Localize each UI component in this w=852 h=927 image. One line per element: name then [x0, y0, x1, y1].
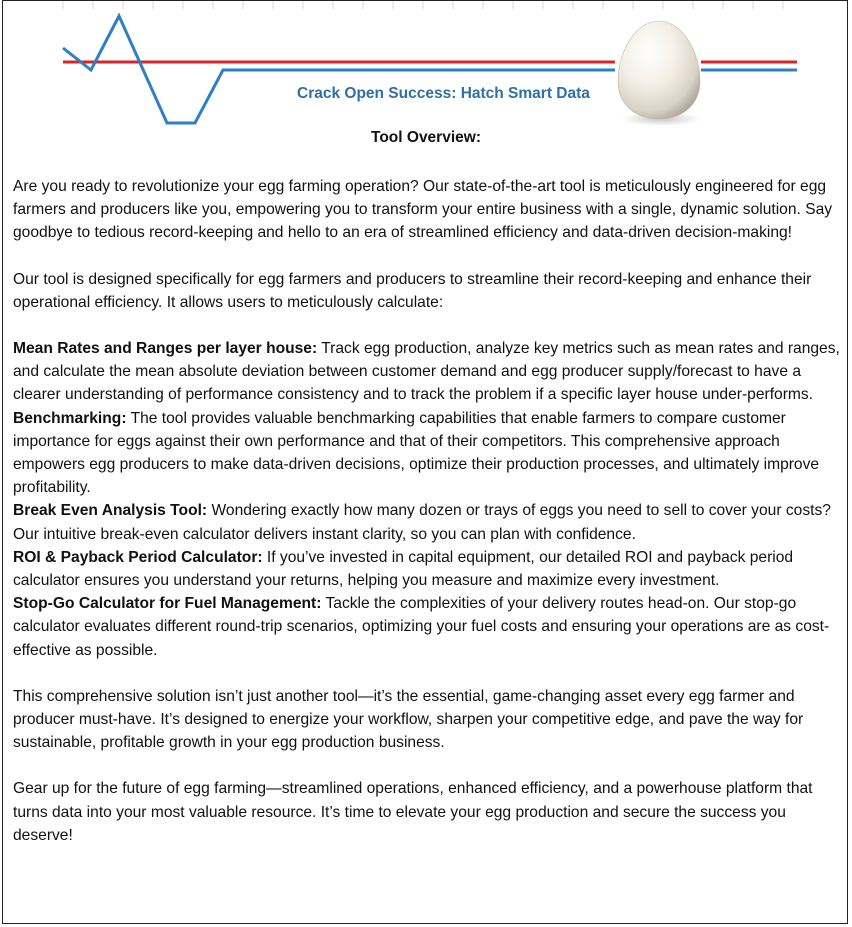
feature-name: Benchmarking: — [13, 409, 127, 427]
feature-name: Mean Rates and Ranges per layer house: — [13, 340, 318, 358]
feature-item — [13, 592, 843, 662]
closing-paragraph: Gear up for the future of egg farming—streamlined operations, enhanced efficiency, and a powerhouse platform that turns data into your most valuable resource. It’s time to elevate your egg production and secure the success you deserve! — [13, 780, 813, 844]
feature-item — [13, 546, 843, 592]
intro-paragraph: Our tool is designed specifically for egg farmers and producers to streamline their record-keeping and enhance their operational efficiency. It allows users to meticulously calculate: — [13, 270, 812, 311]
feature-description: The tool provides valuable benchmarking capabilities that enable farmers to compare customer importance for eggs against their own performance and that of their competitors. This comprehensive approach empowers egg producers to make data-driven decisions, optimize their production processes, and ultimately improve profitability. — [13, 409, 820, 497]
closing-paragraph: This comprehensive solution isn’t just another tool—it’s the essential, game-changing asset every egg farmer and producer must-have. It’s designed to energize your workflow, sharpen your competitive edge, and pave the way for sustainable, profitable growth in your egg production business. — [13, 687, 804, 752]
feature-description: Wondering exactly how many dozen or trays of eggs you need to sell to cover your costs? Our intuitive break-even calculator delivers instant clarity, so you can plan with confidence. — [13, 502, 831, 543]
banner-ticks — [63, 1, 783, 9]
banner-tagline: Crack Open Success: Hatch Smart Data — [297, 85, 590, 102]
feature-item — [13, 499, 843, 545]
feature-name: Break Even Analysis Tool: — [13, 502, 208, 520]
feature-name: Stop-Go Calculator for Fuel Management: — [13, 595, 322, 613]
egg-icon — [618, 21, 700, 119]
feature-item — [13, 337, 843, 407]
intro-paragraph: Are you ready to revolutionize your egg farming operation? Our state-of-the-art tool is meticulously engineered for egg farmers and producers like you, empowering you to transform your entire business with a single, dynamic solution. Say goodbye to tedious record-keeping and hello to an era of streamlined efficiency and data-driven decision-making! — [13, 178, 833, 242]
blue-trend-line — [63, 16, 615, 123]
feature-description: Track egg production, analyze key metrics such as mean rates and ranges, and calculate the mean absolute deviation between customer demand and egg producer supply/forecast to have a clearer understanding of performance consistency and to track the problem if a specific layer house under-performs. — [13, 340, 840, 404]
feature-description: Tackle the complexities of your delivery routes head-on. Our stop-go calculator evaluates different round-trip scenarios, optimizing your fuel costs and ensuring your operations are as cost-effective as possible. — [13, 595, 830, 659]
feature-description: If you’ve invested in capital equipment, our detailed ROI and payback period calculator ensures you understand your returns, helping you measure and maximize every investment. — [13, 548, 794, 590]
document-frame — [2, 0, 848, 924]
document-body — [13, 175, 843, 847]
overview-title: Tool Overview: — [371, 129, 481, 146]
feature-name: ROI & Payback Period Calculator: — [13, 548, 263, 566]
feature-item — [13, 407, 843, 500]
